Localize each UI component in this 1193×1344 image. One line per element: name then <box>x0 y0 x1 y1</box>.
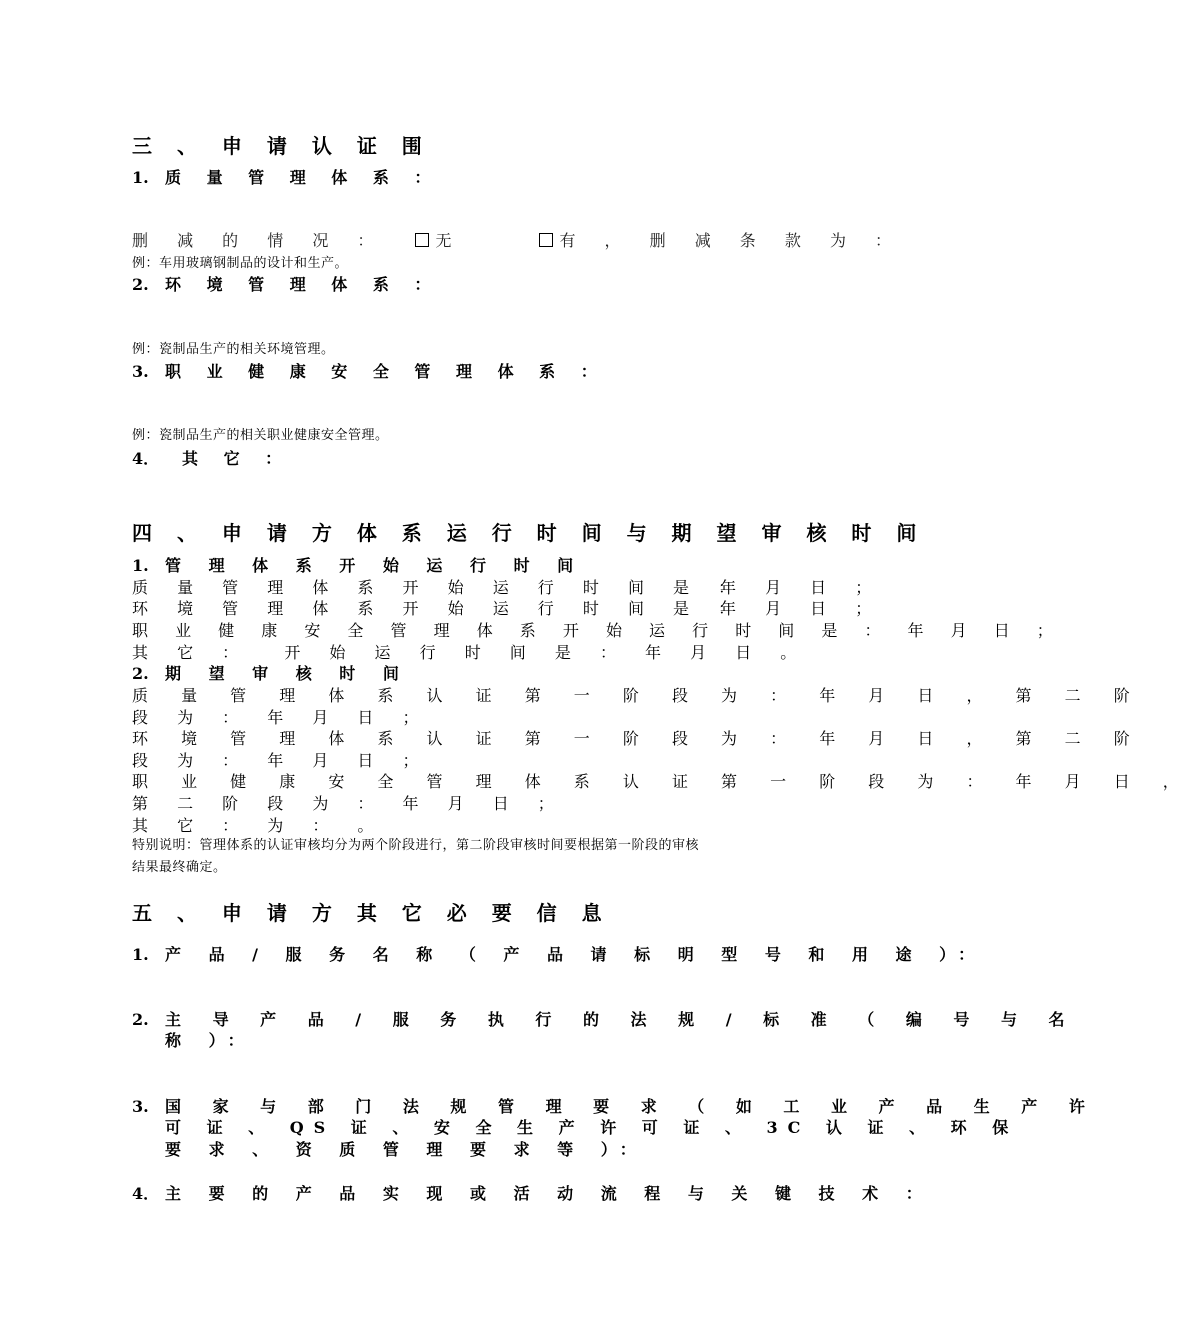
item-number: 2. <box>132 1010 149 1029</box>
run-env: 环 境 管 理 体 系 开 始 运 行 时 间 是 ： <box>132 599 747 618</box>
checkbox-none[interactable] <box>415 233 429 247</box>
audit-quality-line2: 段 为 ： 年 月 日 ； <box>132 708 431 727</box>
item-number: 3. <box>132 1097 149 1116</box>
sec3-item-other-label: 其 它 ： <box>182 449 292 468</box>
item-number: 1. <box>132 556 149 575</box>
audit-ohs-line1: 职 业 健 康 安 全 管 理 体 系 认 证 第 一 阶 段 为 ： 年 月 日 ， <box>132 772 1193 791</box>
item-number: 1. <box>132 945 149 964</box>
sec3-item-ohs-label: 职 业 健 康 安 全 管 理 体 系 ： <box>165 362 607 381</box>
section-5-title: 五 、 申 请 方 其 它 必 要 信 息 <box>132 901 611 925</box>
example-env: 例：瓷制品生产的相关环境管理。 <box>132 342 335 357</box>
audit-other: 其 它 ： 为 ： 。 <box>132 816 386 835</box>
run-ohs: 职 业 健 康 安 全 管 理 体 系 开 始 运 行 时 间 是 ： 年 月 日 ； <box>132 621 1064 640</box>
sec5-item-regulations-cont1: 可 证 、 QS 证 、 安 全 生 产 许 可 证 、 3C 认 证 、 环 保 <box>165 1118 1019 1137</box>
sec3-item-other <box>132 451 291 467</box>
item-number: 4． <box>132 449 160 468</box>
special-note-line1: 特别说明：管理体系的认证审核均分为两个阶段进行，第二阶段审核时间要根据第一阶段的审核 <box>132 838 700 853</box>
item-number: 4． <box>132 1184 160 1203</box>
sec5-item-product-name <box>132 947 985 963</box>
item-number: 2. <box>132 275 149 294</box>
sec5-item-regulations <box>132 1099 1098 1115</box>
audit-env-line1: 环 境 管 理 体 系 认 证 第 一 阶 段 为 ： 年 月 日 ， 第 二 阶 <box>132 729 1144 748</box>
sec3-item-env <box>132 277 440 293</box>
run-other: 其 它 ： 开 始 运 行 时 间 是 ： 年 月 日 。 <box>132 643 809 662</box>
section-4-title: 四 、 申 请 方 体 系 运 行 时 间 与 期 望 审 核 时 间 <box>132 521 926 545</box>
run-env-date: 年 月 日 ； <box>720 599 884 618</box>
sec5-item-process <box>132 1186 933 1202</box>
section-3-title: 三 、 申 请 认 证 围 <box>132 134 431 158</box>
sec3-item-env-label: 环 境 管 理 体 系 ： <box>165 275 441 294</box>
sec5-item-standards-label: 主 导 产 品 / 服 务 执 行 的 法 规 / 标 准 （ 编 号 与 名 <box>165 1010 1078 1029</box>
run-quality: 质 量 管 理 体 系 开 始 运 行 时 间 是 ： <box>132 578 747 597</box>
item-number: 1. <box>132 168 149 187</box>
example-ohs: 例：瓷制品生产的相关职业健康安全管理。 <box>132 428 389 443</box>
reduction-line <box>132 233 903 249</box>
sec3-item-ohs <box>132 364 607 380</box>
sec3-item-quality-label: 质 量 管 理 体 系 ： <box>165 168 441 187</box>
sec5-item-standards-cont: 称 ）： <box>165 1031 255 1050</box>
sec5-item-regulations-cont2: 要 求 、 资 质 管 理 要 求 等 ）： <box>165 1140 647 1159</box>
run-quality-date: 年 月 日 ； <box>720 578 884 597</box>
sec5-item-process-label: 主 要 的 产 品 实 现 或 活 动 流 程 与 关 键 技 术 ： <box>165 1184 933 1203</box>
special-note-line2: 结果最终确定。 <box>132 860 227 875</box>
sec5-item-product-name-label: 产 品 / 服 务 名 称 （ 产 品 请 标 明 型 号 和 用 途 ）： <box>165 945 986 964</box>
sec5-item-regulations-label: 国 家 与 部 门 法 规 管 理 要 求 （ 如 工 业 产 品 生 产 许 <box>165 1097 1098 1116</box>
sec4-sub-run-label: 管 理 体 系 开 始 运 行 时 间 <box>165 556 585 575</box>
reduction-label: 删 减 的 情 况 ： <box>132 231 386 250</box>
example-quality: 例：车用玻璃钢制品的设计和生产。 <box>132 256 349 271</box>
sec4-sub-audit <box>132 666 410 682</box>
audit-quality-line1: 质 量 管 理 体 系 认 证 第 一 阶 段 为 ： 年 月 日 ， 第 二 阶 <box>132 686 1144 705</box>
audit-env-line2: 段 为 ： 年 月 日 ； <box>132 751 431 770</box>
checkbox-have[interactable] <box>539 233 553 247</box>
sec4-sub-run <box>132 558 584 574</box>
sec3-item-quality <box>132 170 440 186</box>
item-number: 2. <box>132 664 149 683</box>
sec4-sub-audit-label: 期 望 审 核 时 间 <box>165 664 410 683</box>
checkbox-none-label: 无 <box>435 231 464 250</box>
item-number: 3. <box>132 362 149 381</box>
sec5-item-standards <box>132 1012 1078 1028</box>
checkbox-have-label: 有 ， 删 减 条 款 为 ： <box>559 231 904 250</box>
audit-ohs-line2: 第 二 阶 段 为 ： 年 月 日 ； <box>132 794 566 813</box>
